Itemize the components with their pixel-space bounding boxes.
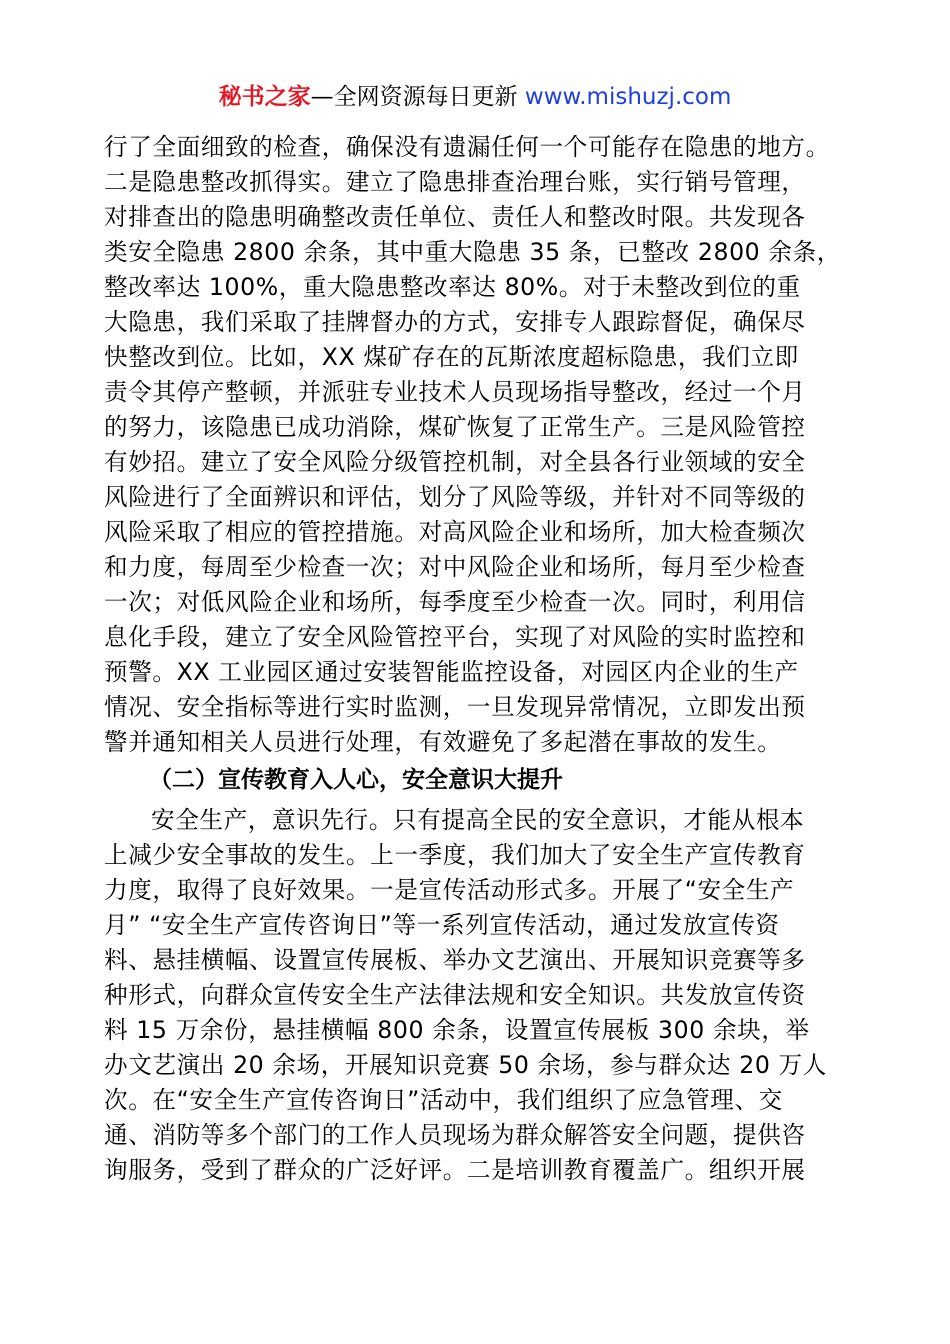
text-line: 有妙招。建立了安全风险分级管控机制，对全县各行业领域的安全 [104, 448, 806, 476]
text-line: 询服务，受到了群众的广泛好评。二是培训教育覆盖广。组织开展 [104, 1156, 806, 1184]
text-line: 对排查出的隐患明确整改责任单位、责任人和整改时限。共发现各 [104, 203, 806, 231]
text-line: 通、消防等多个部门的工作人员现场为群众解答安全问题，提供咨 [104, 1121, 806, 1149]
header-tagline: —全网资源每日更新 [310, 84, 525, 110]
text-line: 的努力，该隐患已成功消除，煤矿恢复了正常生产。三是风险管控 [104, 413, 806, 441]
text-line: 行了全面细致的检查，确保没有遗漏任何一个可能存在隐患的地方。 [104, 133, 830, 161]
paragraph-publicity [104, 803, 856, 1188]
section-heading: （二）宣传教育入人心，安全意识大提升 [149, 767, 563, 793]
document-body [104, 130, 856, 1188]
text-line: 安全生产，意识先行。只有提高全民的安全意识，才能从根本 [151, 806, 805, 834]
text-line: 次。在“安全生产宣传咨询日”活动中，我们组织了应急管理、交 [104, 1086, 783, 1114]
text-line: 料 15 万余份，悬挂横幅 800 余条，设置宣传展板 300 余块，举 [104, 1016, 810, 1044]
text-line: 预警。XX 工业园区通过安装智能监控设备，对园区内企业的生产 [104, 658, 799, 686]
paragraph-inspection [104, 130, 856, 760]
text-line: 上减少安全事故的发生。上一季度，我们加大了安全生产宣传教育 [104, 841, 806, 869]
text-line: 一次；对低风险企业和场所，每季度至少检查一次。同时，利用信 [104, 588, 806, 616]
text-line: 快整改到位。比如，XX 煤矿存在的瓦斯浓度超标隐患，我们立即 [104, 343, 799, 371]
site-url-link[interactable]: www.mishuzj.com [524, 84, 732, 110]
text-line: 风险采取了相应的管控措施。对高风险企业和场所，加大检查频次 [104, 518, 806, 546]
text-line: 风险进行了全面辨识和评估，划分了风险等级，并针对不同等级的 [104, 483, 806, 511]
brand-name: 秘书之家 [218, 84, 311, 110]
text-line: 类安全隐患 2800 余条，其中重大隐患 35 条，已整改 2800 余条， [104, 238, 841, 266]
site-header [0, 80, 950, 114]
text-line: 整改率达 100%，重大隐患整改率达 80%。对于未整改到位的重 [104, 273, 801, 301]
text-line: 二是隐患整改抓得实。建立了隐患排查治理台账，实行销号管理， [104, 168, 806, 196]
text-line: 和力度，每周至少检查一次；对中风险企业和场所，每月至少检查 [104, 553, 806, 581]
text-line: 息化手段，建立了安全风险管控平台，实现了对风险的实时监控和 [104, 623, 806, 651]
text-line: 力度，取得了良好效果。一是宣传活动形式多。开展了“安全生产 [104, 876, 795, 904]
text-line: 警并通知相关人员进行处理，有效避免了多起潜在事故的发生。 [104, 728, 782, 756]
text-line: 月” “安全生产宣传咨询日”等一系列宣传活动，通过发放宣传资 [104, 911, 780, 939]
text-line: 大隐患，我们采取了挂牌督办的方式，安排专人跟踪督促，确保尽 [104, 308, 806, 336]
text-line: 责令其停产整顿，并派驻专业技术人员现场指导整改，经过一个月 [104, 378, 806, 406]
text-line: 办文艺演出 20 余场，开展知识竞赛 50 余场，参与群众达 20 万人 [104, 1051, 827, 1079]
text-line: 情况、安全指标等进行实时监测，一旦发现异常情况，立即发出预 [104, 693, 806, 721]
text-line: 种形式，向群众宣传安全生产法律法规和安全知识。共发放宣传资 [104, 981, 806, 1009]
text-line: 料、悬挂横幅、设置宣传展板、举办文艺演出、开展知识竞赛等多 [104, 946, 806, 974]
